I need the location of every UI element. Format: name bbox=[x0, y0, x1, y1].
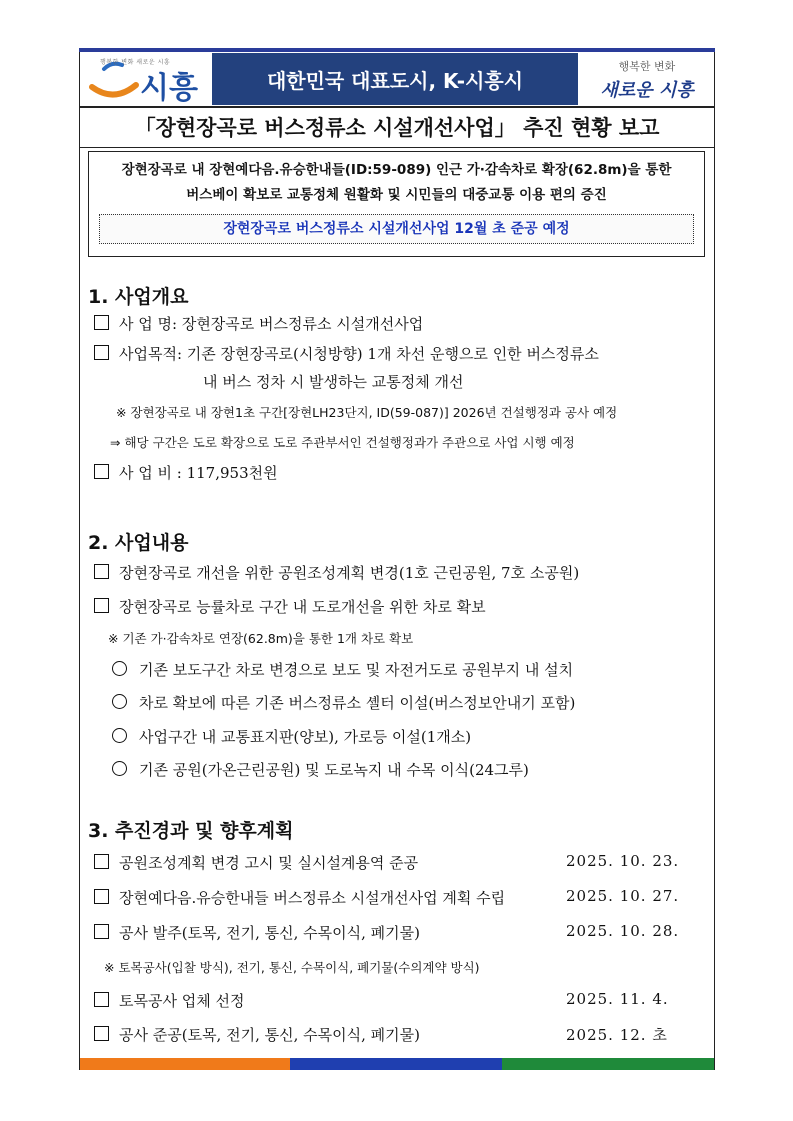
siheung-logo bbox=[80, 53, 212, 105]
schedule-row bbox=[94, 922, 690, 943]
section1-name-row bbox=[94, 313, 423, 334]
schedule-label: 공사 준공(토목, 전기, 통신, 수목이식, 폐기물) bbox=[119, 1026, 420, 1044]
checkbox-icon bbox=[94, 854, 109, 869]
report-title: 「장현장곡로 버스정류소 시설개선사업」 추진 현황 보고 bbox=[79, 108, 715, 148]
circle-bullet-icon bbox=[112, 728, 127, 743]
section2-item2: 장현장곡로 능률차로 구간 내 도로개선을 위한 차로 확보 bbox=[119, 598, 486, 616]
section1-note2: ⇒ 해당 구간은 도로 확장으로 도로 주관부서인 건설행정과가 주관으로 사업 시행 예정 bbox=[110, 435, 575, 450]
section2-sub-item: 기존 공원(가온근린공원) 및 도로녹지 내 수목 이식(24그루) bbox=[139, 761, 529, 779]
section3-heading: 3. 추진경과 및 향후계획 bbox=[88, 820, 294, 842]
section1-budget: 사 업 비 : 117,953천원 bbox=[119, 464, 278, 482]
schedule-date: 2025. 10. 28. bbox=[566, 922, 680, 940]
logo-tagline: 행복한 변화 새로운 시흥 bbox=[100, 59, 171, 66]
right-logo-line2: 새로운 시흥 bbox=[600, 80, 694, 101]
right-logo-line1: 행복한 변화 bbox=[618, 60, 676, 73]
section1-heading: 1. 사업개요 bbox=[88, 286, 189, 308]
section1-purpose-1: 사업목적: 기존 장현장곡로(시청방향) 1개 차선 운행으로 인한 버스정류소 bbox=[119, 345, 599, 363]
footer-bar-orange bbox=[80, 1058, 290, 1070]
checkbox-icon bbox=[94, 315, 109, 330]
schedule-date: 2025. 10. 23. bbox=[566, 852, 680, 870]
section2-sub-row bbox=[112, 759, 529, 780]
section2-heading: 2. 사업내용 bbox=[88, 532, 189, 554]
logo-wordmark: 시흥 bbox=[140, 71, 198, 106]
section2-sub-row bbox=[112, 726, 471, 747]
summary-line2: 버스베이 확보로 교통정체 원활화 및 시민들의 대중교통 이용 편의 증진 bbox=[186, 187, 607, 203]
section1-purpose-2: 내 버스 정차 시 발생하는 교통정체 개선 bbox=[203, 373, 464, 391]
section2-sub-item: 차로 확보에 따른 기존 버스정류소 셸터 이설(버스정보안내기 포함) bbox=[139, 694, 576, 712]
checkbox-icon bbox=[94, 992, 109, 1007]
circle-bullet-icon bbox=[112, 761, 127, 776]
header-slogan: 대한민국 대표도시, K-시흥시 bbox=[266, 69, 524, 93]
section3-note: ※ 토목공사(입찰 방식), 전기, 통신, 수목이식, 폐기물(수의계약 방식) bbox=[104, 960, 480, 975]
section2-item1-row bbox=[94, 562, 579, 583]
section2-sub-row bbox=[112, 692, 575, 713]
schedule-row bbox=[94, 1024, 690, 1045]
schedule-label: 토목공사 업체 선정 bbox=[119, 992, 245, 1010]
checkbox-icon bbox=[94, 464, 109, 479]
checkbox-icon bbox=[94, 1026, 109, 1041]
checkbox-icon bbox=[94, 924, 109, 939]
schedule-date: 2025. 12. 초 bbox=[566, 1026, 668, 1044]
section2-sub-item: 기존 보도구간 차로 변경으로 보도 및 자전거도로 공원부지 내 설치 bbox=[139, 661, 574, 679]
checkbox-icon bbox=[94, 598, 109, 613]
schedule-label: 공원조성계획 변경 고시 및 실시설계용역 준공 bbox=[119, 854, 419, 872]
circle-bullet-icon bbox=[112, 661, 127, 676]
summary-highlight: 장현장곡로 버스정류소 시설개선사업 12월 초 준공 예정 bbox=[99, 214, 694, 244]
footer-bar-blue bbox=[290, 1058, 502, 1070]
section2-sub-item: 사업구간 내 교통표지판(양보), 가로등 이설(1개소) bbox=[139, 728, 472, 746]
header-slogan-banner bbox=[212, 53, 578, 105]
schedule-row bbox=[94, 852, 690, 873]
section1-purpose-row bbox=[94, 343, 599, 364]
schedule-date: 2025. 10. 27. bbox=[566, 887, 680, 905]
summary-box bbox=[88, 151, 705, 257]
section2-sub-row bbox=[112, 659, 573, 680]
checkbox-icon bbox=[94, 564, 109, 579]
section2-item1: 장현장곡로 개선을 위한 공원조성계획 변경(1호 근린공원, 7호 소공원) bbox=[119, 564, 580, 582]
section2-item2-row bbox=[94, 596, 486, 617]
section1-name: 사 업 명: 장현장곡로 버스정류소 시설개선사업 bbox=[119, 315, 424, 333]
checkbox-icon bbox=[94, 345, 109, 360]
new-siheung-logo bbox=[580, 53, 714, 105]
section2-note: ※ 기존 가·감속차로 연장(62.8m)을 통한 1개 차로 확보 bbox=[108, 631, 414, 646]
checkbox-icon bbox=[94, 889, 109, 904]
section1-note1: ※ 장현장곡로 내 장현1초 구간[장현LH23단지, ID(59-087)] 2026년 건설행정과 공사 예정 bbox=[116, 405, 618, 420]
section1-budget-row bbox=[94, 462, 278, 483]
schedule-label: 공사 발주(토목, 전기, 통신, 수목이식, 폐기물) bbox=[119, 924, 420, 942]
circle-bullet-icon bbox=[112, 694, 127, 709]
schedule-row bbox=[94, 887, 690, 908]
header-top-rule bbox=[79, 48, 715, 52]
summary-line1: 장현장곡로 내 장현예다음.유승한내들(ID:59-089) 인근 가·감속차로 확장(62.8m)을 통한 bbox=[121, 162, 672, 178]
schedule-row bbox=[94, 990, 690, 1011]
schedule-date: 2025. 11. 4. bbox=[566, 990, 669, 1008]
footer-bar-green bbox=[502, 1058, 714, 1070]
schedule-label: 장현예다음.유승한내들 버스정류소 시설개선사업 계획 수립 bbox=[119, 889, 506, 907]
